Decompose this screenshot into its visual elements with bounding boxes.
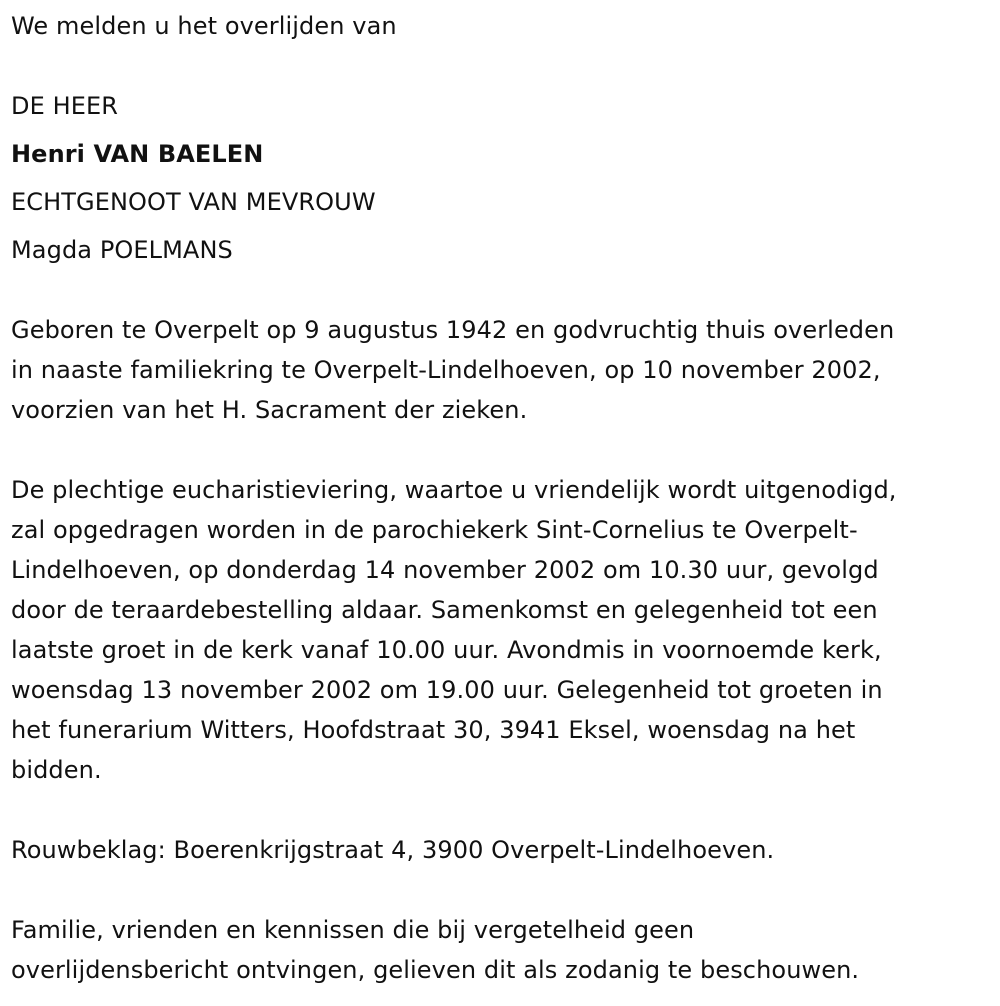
paragraph-line: voorzien van het H. Sacrament der zieken. (11, 396, 528, 424)
paragraph-line: Familie, vrienden en kennissen die bij vergetelheid geen (11, 916, 695, 944)
title-line: DE HEER (11, 92, 119, 120)
paragraph-line: in naaste familiekring te Overpelt-Lindelhoeven, op 10 november 2002, (11, 356, 881, 384)
paragraph-line: door de teraardebestelling aldaar. Samenkomst en gelegenheid tot een (11, 596, 878, 624)
paragraph-line: woensdag 13 november 2002 om 19.00 uur. Gelegenheid tot groeten in (11, 676, 883, 704)
paragraph-line: het funerarium Witters, Hoofdstraat 30, 3941 Eksel, woensdag na het (11, 716, 856, 744)
paragraph-line: zal opgedragen worden in de parochiekerk Sint-Cornelius te Overpelt- (11, 516, 858, 544)
paragraph-line: Lindelhoeven, op donderdag 14 november 2002 om 10.30 uur, gevolgd (11, 556, 879, 584)
spouse-name: Magda POELMANS (11, 236, 233, 264)
paragraph-line: Geboren te Overpelt op 9 augustus 1942 en godvruchtig thuis overleden (11, 316, 895, 344)
paragraph-line: De plechtige eucharistieviering, waartoe u vriendelijk wordt uitgenodigd, (11, 476, 897, 504)
deceased-name: Henri VAN BAELEN (11, 140, 264, 168)
paragraph-line: bidden. (11, 756, 102, 784)
intro-text: We melden u het overlijden van (11, 12, 397, 40)
spouse-label: ECHTGENOOT VAN MEVROUW (11, 188, 376, 216)
paragraph-line: overlijdensbericht ontvingen, gelieven dit als zodanig te beschouwen. (11, 956, 860, 984)
condolence-address: Rouwbeklag: Boerenkrijgstraat 4, 3900 Overpelt-Lindelhoeven. (11, 836, 775, 864)
paragraph-line: laatste groet in de kerk vanaf 10.00 uur. Avondmis in voornoemde kerk, (11, 636, 882, 664)
